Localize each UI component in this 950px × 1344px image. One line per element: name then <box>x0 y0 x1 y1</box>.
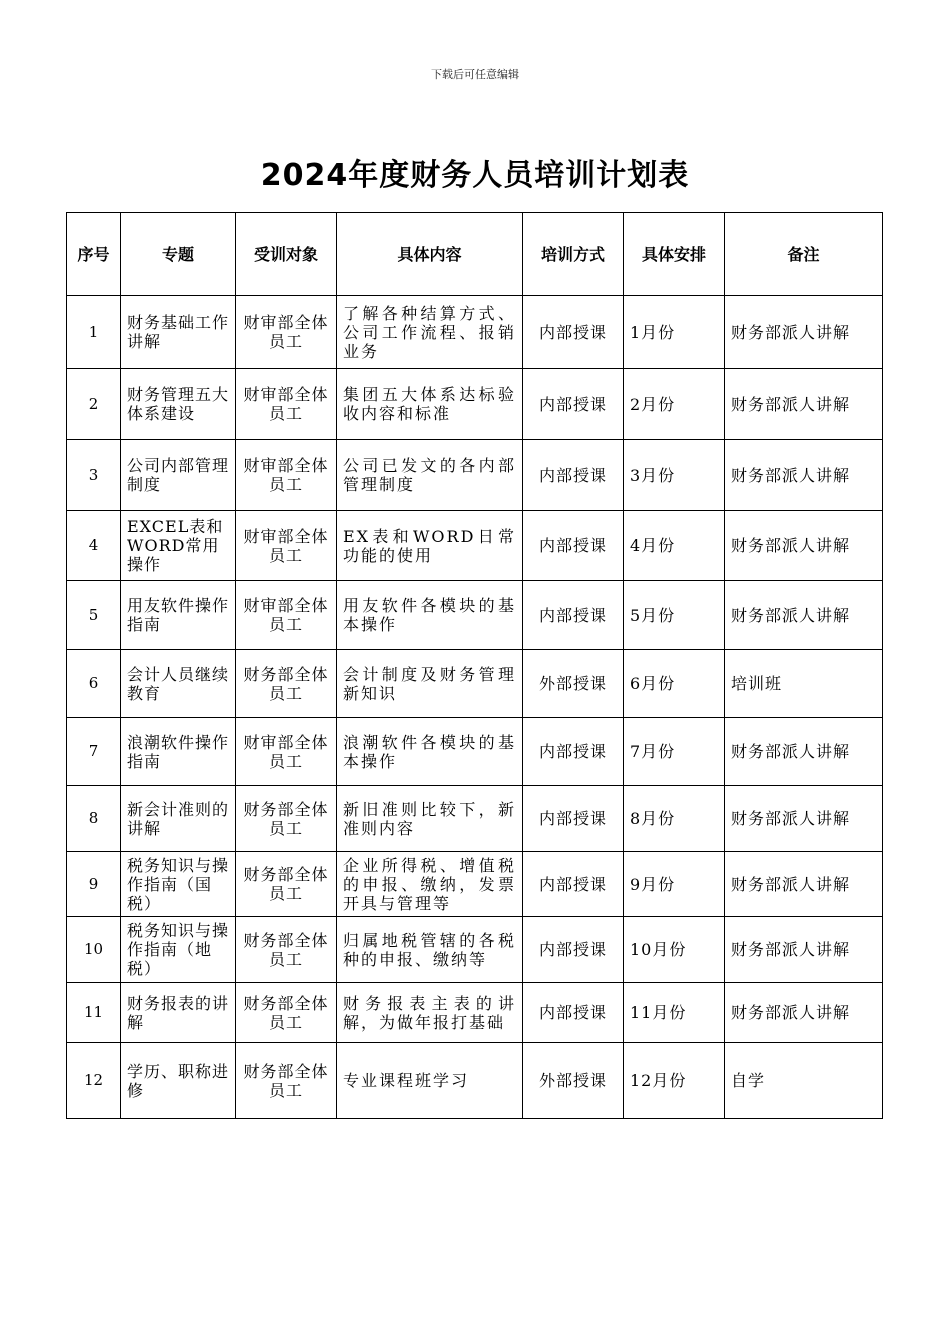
header-note: 备注 <box>725 213 883 296</box>
cell-content: 专业课程班学习 <box>337 1043 523 1119</box>
cell-method: 内部授课 <box>523 296 624 369</box>
header-method: 培训方式 <box>523 213 624 296</box>
table-row <box>67 786 883 852</box>
cell-schedule: 6月份 <box>624 650 725 718</box>
cell-content: 财务报表主表的讲解，为做年报打基础 <box>337 983 523 1043</box>
cell-topic: 新会计准则的讲解 <box>121 786 236 852</box>
header-topic: 专题 <box>121 213 236 296</box>
cell-schedule: 1月份 <box>624 296 725 369</box>
table-row <box>67 296 883 369</box>
table-header-row <box>67 213 883 296</box>
cell-schedule: 8月份 <box>624 786 725 852</box>
cell-content: 公司已发文的各内部管理制度 <box>337 440 523 511</box>
table-row <box>67 511 883 581</box>
cell-audience: 财务部全体员工 <box>236 983 337 1043</box>
cell-schedule: 11月份 <box>624 983 725 1043</box>
cell-method: 内部授课 <box>523 581 624 650</box>
table-row <box>67 718 883 786</box>
cell-note: 财务部派人讲解 <box>725 296 883 369</box>
cell-note: 财务部派人讲解 <box>725 786 883 852</box>
cell-no: 5 <box>67 581 121 650</box>
cell-no: 9 <box>67 852 121 917</box>
cell-note: 财务部派人讲解 <box>725 983 883 1043</box>
cell-content: EX表和WORD日常功能的使用 <box>337 511 523 581</box>
cell-topic: 学历、职称进修 <box>121 1043 236 1119</box>
cell-note: 自学 <box>725 1043 883 1119</box>
cell-content: 了解各种结算方式、公司工作流程、报销业务 <box>337 296 523 369</box>
cell-audience: 财审部全体员工 <box>236 440 337 511</box>
cell-schedule: 5月份 <box>624 581 725 650</box>
cell-method: 内部授课 <box>523 718 624 786</box>
training-plan-table <box>66 212 883 1119</box>
cell-no: 2 <box>67 369 121 440</box>
cell-no: 12 <box>67 1043 121 1119</box>
cell-no: 7 <box>67 718 121 786</box>
cell-method: 外部授课 <box>523 650 624 718</box>
cell-topic: 财务管理五大体系建设 <box>121 369 236 440</box>
table-row <box>67 581 883 650</box>
cell-audience: 财审部全体员工 <box>236 581 337 650</box>
table-row <box>67 1043 883 1119</box>
cell-no: 11 <box>67 983 121 1043</box>
cell-note: 财务部派人讲解 <box>725 581 883 650</box>
cell-method: 内部授课 <box>523 369 624 440</box>
cell-content: 企业所得税、增值税的申报、缴纳，发票开具与管理等 <box>337 852 523 917</box>
cell-audience: 财务部全体员工 <box>236 650 337 718</box>
cell-schedule: 9月份 <box>624 852 725 917</box>
cell-topic: EXCEL表和WORD常用操作 <box>121 511 236 581</box>
cell-content: 归属地税管辖的各税种的申报、缴纳等 <box>337 917 523 983</box>
cell-audience: 财务部全体员工 <box>236 1043 337 1119</box>
header-audience: 受训对象 <box>236 213 337 296</box>
cell-topic: 税务知识与操作指南（地税） <box>121 917 236 983</box>
cell-schedule: 10月份 <box>624 917 725 983</box>
cell-audience: 财审部全体员工 <box>236 296 337 369</box>
cell-no: 1 <box>67 296 121 369</box>
table-row <box>67 983 883 1043</box>
table-row <box>67 852 883 917</box>
cell-topic: 浪潮软件操作指南 <box>121 718 236 786</box>
cell-no: 4 <box>67 511 121 581</box>
cell-method: 内部授课 <box>523 511 624 581</box>
cell-note: 财务部派人讲解 <box>725 718 883 786</box>
cell-audience: 财审部全体员工 <box>236 369 337 440</box>
cell-audience: 财务部全体员工 <box>236 917 337 983</box>
cell-content: 用友软件各模块的基本操作 <box>337 581 523 650</box>
cell-topic: 公司内部管理制度 <box>121 440 236 511</box>
cell-schedule: 3月份 <box>624 440 725 511</box>
cell-topic: 用友软件操作指南 <box>121 581 236 650</box>
cell-content: 集团五大体系达标验收内容和标准 <box>337 369 523 440</box>
cell-note: 财务部派人讲解 <box>725 369 883 440</box>
cell-audience: 财务部全体员工 <box>236 786 337 852</box>
table-row <box>67 369 883 440</box>
header-content: 具体内容 <box>337 213 523 296</box>
cell-method: 内部授课 <box>523 917 624 983</box>
cell-no: 6 <box>67 650 121 718</box>
cell-no: 3 <box>67 440 121 511</box>
document-title: 2024年度财务人员培训计划表 <box>260 158 690 193</box>
header-schedule: 具体安排 <box>624 213 725 296</box>
cell-content: 浪潮软件各模块的基本操作 <box>337 718 523 786</box>
cell-note: 财务部派人讲解 <box>725 852 883 917</box>
cell-audience: 财审部全体员工 <box>236 511 337 581</box>
cell-topic: 会计人员继续教育 <box>121 650 236 718</box>
cell-note: 财务部派人讲解 <box>725 440 883 511</box>
cell-method: 内部授课 <box>523 983 624 1043</box>
cell-note: 财务部派人讲解 <box>725 917 883 983</box>
cell-topic: 税务知识与操作指南（国税） <box>121 852 236 917</box>
cell-audience: 财务部全体员工 <box>236 852 337 917</box>
cell-method: 内部授课 <box>523 440 624 511</box>
cell-schedule: 4月份 <box>624 511 725 581</box>
cell-schedule: 12月份 <box>624 1043 725 1119</box>
header-no: 序号 <box>67 213 121 296</box>
cell-content: 会计制度及财务管理新知识 <box>337 650 523 718</box>
table-row <box>67 917 883 983</box>
cell-method: 内部授课 <box>523 786 624 852</box>
cell-method: 外部授课 <box>523 1043 624 1119</box>
cell-topic: 财务报表的讲解 <box>121 983 236 1043</box>
cell-schedule: 7月份 <box>624 718 725 786</box>
cell-no: 10 <box>67 917 121 983</box>
cell-no: 8 <box>67 786 121 852</box>
table-row <box>67 650 883 718</box>
header-note: 下载后可任意编辑 <box>431 68 519 81</box>
cell-method: 内部授课 <box>523 852 624 917</box>
cell-schedule: 2月份 <box>624 369 725 440</box>
table-row <box>67 440 883 511</box>
cell-content: 新旧准则比较下，新准则内容 <box>337 786 523 852</box>
cell-topic: 财务基础工作讲解 <box>121 296 236 369</box>
cell-note: 财务部派人讲解 <box>725 511 883 581</box>
cell-note: 培训班 <box>725 650 883 718</box>
cell-audience: 财审部全体员工 <box>236 718 337 786</box>
